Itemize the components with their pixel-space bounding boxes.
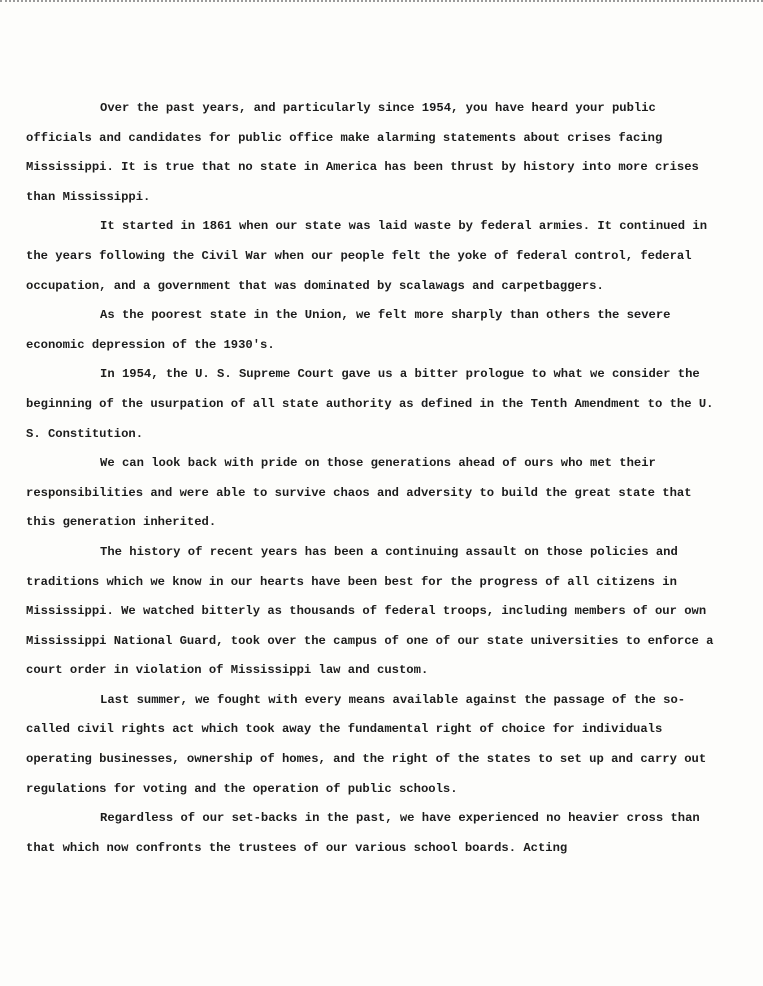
document-body	[26, 94, 726, 863]
paragraph: Last summer, we fought with every means available against the passage of the so-called civil rights act which took away the fundamental right of choice for individuals operating businesses, ownership of homes, and the right of the states to set up and carry out regulations for voting and the operation of public schools.	[26, 692, 707, 796]
paragraph: We can look back with pride on those generations ahead of ours who met their responsibilities and were able to survive chaos and adversity to build the great state that this generation inherited.	[26, 456, 692, 530]
paragraph: The history of recent years has been a continuing assault on those policies and traditions which we know in our hearts have been best for the progress of all citizens in Mississippi. We watched bitterly as thousands of federal troops, including members of our own Mississippi National Guard, took over the campus of one of our state universities to enforce a court order in violation of Mississippi law and custom.	[26, 544, 714, 678]
paragraph: It started in 1861 when our state was laid waste by federal armies. It continued in the years following the Civil War when our people felt the yoke of federal control, federal occupation, and a government that was dominated by scalawags and carpetbaggers.	[26, 219, 708, 293]
paragraph: Regardless of our set-backs in the past, we have experienced no heavier cross than that which now confronts the trustees of our various school boards. Acting	[26, 811, 700, 855]
page-top-edge	[0, 0, 763, 2]
paragraph: As the poorest state in the Union, we felt more sharply than others the severe economic depression of the 1930's.	[26, 308, 671, 352]
paragraph: Over the past years, and particularly since 1954, you have heard your public officials and candidates for public office make alarming statements about crises facing Mississippi. It is true that no state in America has been thrust by history into more crises than Mississippi.	[26, 101, 699, 204]
paragraph: In 1954, the U. S. Supreme Court gave us a bitter prologue to what we consider the beginning of the usurpation of all state authority as defined in the Tenth Amendment to the U. S. Constitution.	[26, 367, 714, 441]
